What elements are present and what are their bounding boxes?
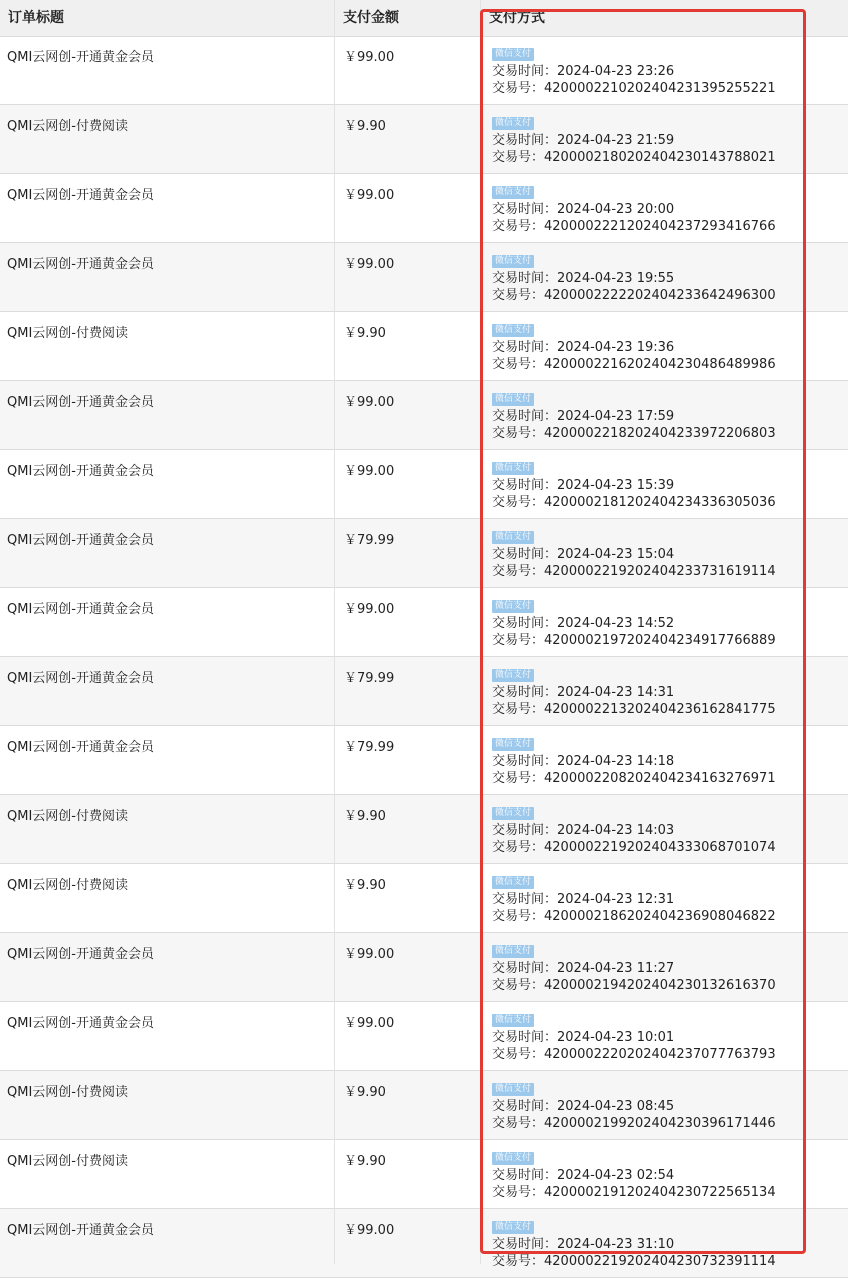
transaction-number-label: 交易号： — [492, 219, 545, 234]
transaction-time — [492, 753, 842, 770]
table-row[interactable] — [0, 1071, 848, 1140]
transaction-number-value: 4200002199202404230396171446 — [544, 1116, 776, 1131]
transaction-time-label: 交易时间： — [492, 1237, 558, 1252]
transaction-number — [492, 1253, 842, 1270]
transaction-time-value: 2024-04-23 14:03 — [557, 823, 675, 838]
transaction-time-value: 2024-04-23 17:59 — [557, 409, 675, 424]
payment-amount: ￥99.00 — [344, 1223, 395, 1238]
transaction-number — [492, 218, 842, 235]
order-title: QMI云网创-开通黄金会员 — [7, 257, 154, 272]
order-title: QMI云网创-开通黄金会员 — [7, 395, 154, 410]
payment-method-cell — [492, 731, 842, 787]
payment-method-cell — [492, 662, 842, 718]
table-row[interactable] — [0, 36, 848, 105]
transaction-number — [492, 632, 842, 649]
transaction-time — [492, 201, 842, 218]
transaction-time-label: 交易时间： — [492, 961, 558, 976]
payment-amount: ￥9.90 — [344, 326, 386, 341]
payment-amount: ￥99.00 — [344, 395, 395, 410]
transaction-number-label: 交易号： — [492, 288, 545, 303]
transaction-number — [492, 425, 842, 442]
transaction-number-value: 4200002191202404230722565134 — [544, 1185, 776, 1200]
transaction-number-label: 交易号： — [492, 81, 545, 96]
transaction-number-label: 交易号： — [492, 150, 545, 165]
table-header — [0, 0, 848, 37]
payment-method-cell — [492, 455, 842, 511]
transaction-time-value: 2024-04-23 23:26 — [557, 64, 675, 79]
transaction-number-label: 交易号： — [492, 564, 545, 579]
wechat-pay-badge: 微信支付 — [492, 1083, 534, 1096]
order-title: QMI云网创-付费阅读 — [7, 1085, 128, 1100]
payment-method-cell — [492, 179, 842, 235]
payment-amount: ￥99.00 — [344, 602, 395, 617]
wechat-pay-badge: 微信支付 — [492, 48, 534, 61]
payment-amount: ￥99.00 — [344, 188, 395, 203]
transaction-time-label: 交易时间： — [492, 271, 558, 286]
payment-amount: ￥79.99 — [344, 671, 395, 686]
transaction-time-value: 2024-04-23 14:52 — [557, 616, 675, 631]
wechat-pay-badge: 微信支付 — [492, 531, 534, 544]
table-row[interactable] — [0, 1209, 848, 1278]
transaction-time-label: 交易时间： — [492, 616, 558, 631]
order-title: QMI云网创-开通黄金会员 — [7, 671, 154, 686]
transaction-time — [492, 1098, 842, 1115]
payment-method-cell — [492, 800, 842, 856]
transaction-number-value: 4200002213202404236162841775 — [544, 702, 776, 717]
order-title: QMI云网创-付费阅读 — [7, 878, 128, 893]
table-row[interactable] — [0, 933, 848, 1002]
payment-method-cell — [492, 593, 842, 649]
transaction-time — [492, 822, 842, 839]
header-payment-amount[interactable]: 支付金额 — [343, 10, 399, 26]
order-title: QMI云网创-开通黄金会员 — [7, 1016, 154, 1031]
transaction-number-label: 交易号： — [492, 978, 545, 993]
transaction-number-label: 交易号： — [492, 1185, 545, 1200]
table-row[interactable] — [0, 1140, 848, 1209]
transaction-time-value: 2024-04-23 10:01 — [557, 1030, 675, 1045]
wechat-pay-badge: 微信支付 — [492, 738, 534, 751]
transaction-time — [492, 684, 842, 701]
transaction-time-value: 2024-04-23 08:45 — [557, 1099, 675, 1114]
transaction-time — [492, 1236, 842, 1253]
wechat-pay-badge: 微信支付 — [492, 393, 534, 406]
wechat-pay-badge: 微信支付 — [492, 945, 534, 958]
transaction-number — [492, 908, 842, 925]
wechat-pay-badge: 微信支付 — [492, 1152, 534, 1165]
order-title: QMI云网创-付费阅读 — [7, 119, 128, 134]
payment-amount: ￥9.90 — [344, 119, 386, 134]
transaction-time-value: 2024-04-23 14:31 — [557, 685, 675, 700]
transaction-time-value: 2024-04-23 11:27 — [557, 961, 675, 976]
table-row[interactable] — [0, 105, 848, 174]
transaction-number-label: 交易号： — [492, 840, 545, 855]
wechat-pay-badge: 微信支付 — [492, 876, 534, 889]
header-payment-method[interactable]: 支付方式 — [489, 10, 545, 26]
transaction-number — [492, 770, 842, 787]
transaction-number-value: 4200002197202404234917766889 — [544, 633, 776, 648]
table-row[interactable] — [0, 657, 848, 726]
transaction-number — [492, 149, 842, 166]
transaction-time-value: 2024-04-23 15:04 — [557, 547, 675, 562]
transaction-number-label: 交易号： — [492, 1254, 545, 1269]
transaction-time-label: 交易时间： — [492, 1030, 558, 1045]
transaction-number — [492, 701, 842, 718]
payment-amount: ￥9.90 — [344, 878, 386, 893]
payment-amount: ￥99.00 — [344, 464, 395, 479]
transaction-time-label: 交易时间： — [492, 1168, 558, 1183]
table-row[interactable] — [0, 243, 848, 312]
transaction-number — [492, 1046, 842, 1063]
transaction-number-value: 4200002216202404230486489986 — [544, 357, 776, 372]
transaction-time-value: 2024-04-23 12:31 — [557, 892, 675, 907]
table-row[interactable] — [0, 588, 848, 657]
transaction-number — [492, 356, 842, 373]
transaction-time — [492, 339, 842, 356]
payment-amount: ￥9.90 — [344, 1085, 386, 1100]
payment-method-cell — [492, 110, 842, 166]
table-row[interactable] — [0, 864, 848, 933]
transaction-time — [492, 891, 842, 908]
transaction-number — [492, 977, 842, 994]
wechat-pay-badge: 微信支付 — [492, 186, 534, 199]
order-title: QMI云网创-开通黄金会员 — [7, 740, 154, 755]
transaction-number-label: 交易号： — [492, 357, 545, 372]
order-title: QMI云网创-付费阅读 — [7, 1154, 128, 1169]
order-title: QMI云网创-开通黄金会员 — [7, 533, 154, 548]
payment-method-cell — [492, 869, 842, 925]
payment-amount: ￥99.00 — [344, 1016, 395, 1031]
payment-amount: ￥9.90 — [344, 809, 386, 824]
table-row[interactable] — [0, 450, 848, 519]
wechat-pay-badge: 微信支付 — [492, 1014, 534, 1027]
transaction-number-value: 4200002218202404233972206803 — [544, 426, 776, 441]
wechat-pay-badge: 微信支付 — [492, 324, 534, 337]
transaction-time-label: 交易时间： — [492, 409, 558, 424]
transaction-time-label: 交易时间： — [492, 892, 558, 907]
order-title: QMI云网创-开通黄金会员 — [7, 50, 154, 65]
transaction-time — [492, 408, 842, 425]
transaction-time-value: 2024-04-23 02:54 — [557, 1168, 675, 1183]
payment-method-cell — [492, 1145, 842, 1201]
transaction-number-value: 4200002180202404230143788021 — [544, 150, 776, 165]
transaction-time — [492, 270, 842, 287]
transaction-number-label: 交易号： — [492, 1047, 545, 1062]
payment-method-cell — [492, 1214, 842, 1270]
transaction-time — [492, 63, 842, 80]
table-row[interactable] — [0, 1002, 848, 1071]
transaction-time-label: 交易时间： — [492, 202, 558, 217]
transaction-number-value: 4200002222202404233642496300 — [544, 288, 776, 303]
payment-method-cell — [492, 41, 842, 97]
transaction-number-value: 4200002221202404237293416766 — [544, 219, 776, 234]
wechat-pay-badge: 微信支付 — [492, 117, 534, 130]
table-row[interactable] — [0, 381, 848, 450]
order-title: QMI云网创-付费阅读 — [7, 326, 128, 341]
transaction-number-value: 4200002219202404230732391114 — [544, 1254, 776, 1269]
payment-amount: ￥99.00 — [344, 257, 395, 272]
transaction-number-value: 4200002181202404234336305036 — [544, 495, 776, 510]
transaction-number-label: 交易号： — [492, 633, 545, 648]
transaction-number-label: 交易号： — [492, 909, 545, 924]
transaction-time-value: 2024-04-23 20:00 — [557, 202, 675, 217]
transaction-number — [492, 494, 842, 511]
transaction-time-value: 2024-04-23 19:55 — [557, 271, 675, 286]
payment-method-cell — [492, 386, 842, 442]
wechat-pay-badge: 微信支付 — [492, 462, 534, 475]
transaction-number-label: 交易号： — [492, 495, 545, 510]
wechat-pay-badge: 微信支付 — [492, 1221, 534, 1234]
payment-amount: ￥99.00 — [344, 947, 395, 962]
table-row[interactable] — [0, 519, 848, 588]
payment-method-cell — [492, 317, 842, 373]
transaction-time — [492, 546, 842, 563]
transaction-time-label: 交易时间： — [492, 1099, 558, 1114]
transaction-number-label: 交易号： — [492, 426, 545, 441]
payment-amount: ￥79.99 — [344, 533, 395, 548]
payment-method-cell — [492, 1076, 842, 1132]
transaction-time-label: 交易时间： — [492, 754, 558, 769]
order-title: QMI云网创-付费阅读 — [7, 809, 128, 824]
transaction-time — [492, 477, 842, 494]
transaction-time-value: 2024-04-23 19:36 — [557, 340, 675, 355]
transaction-number — [492, 1184, 842, 1201]
payment-method-cell — [492, 248, 842, 304]
payment-method-cell — [492, 1007, 842, 1063]
transaction-number-label: 交易号： — [492, 1116, 545, 1131]
transaction-time-label: 交易时间： — [492, 133, 558, 148]
transaction-number — [492, 80, 842, 97]
transaction-number-value: 4200002219202404233731619114 — [544, 564, 776, 579]
order-title: QMI云网创-开通黄金会员 — [7, 188, 154, 203]
transaction-time-label: 交易时间： — [492, 547, 558, 562]
transaction-number — [492, 839, 842, 856]
transaction-time — [492, 1167, 842, 1184]
order-title: QMI云网创-开通黄金会员 — [7, 1223, 154, 1238]
transaction-time-value: 2024-04-23 21:59 — [557, 133, 675, 148]
order-title: QMI云网创-开通黄金会员 — [7, 602, 154, 617]
transaction-time — [492, 960, 842, 977]
wechat-pay-badge: 微信支付 — [492, 600, 534, 613]
transaction-time-label: 交易时间： — [492, 823, 558, 838]
transaction-time-value: 2024-04-23 15:39 — [557, 478, 675, 493]
transaction-time — [492, 615, 842, 632]
transaction-number-value: 4200002208202404234163276971 — [544, 771, 776, 786]
transaction-time-label: 交易时间： — [492, 685, 558, 700]
transaction-time-label: 交易时间： — [492, 340, 558, 355]
table-row[interactable] — [0, 312, 848, 381]
transaction-time-label: 交易时间： — [492, 64, 558, 79]
payment-method-cell — [492, 524, 842, 580]
transaction-number-label: 交易号： — [492, 771, 545, 786]
transaction-number — [492, 563, 842, 580]
header-order-title[interactable]: 订单标题 — [8, 10, 64, 26]
payment-method-cell — [492, 938, 842, 994]
table-row[interactable] — [0, 726, 848, 795]
wechat-pay-badge: 微信支付 — [492, 669, 534, 682]
wechat-pay-badge: 微信支付 — [492, 807, 534, 820]
transaction-number-label: 交易号： — [492, 702, 545, 717]
column-divider — [334, 0, 335, 1264]
transaction-number-value: 4200002210202404231395255221 — [544, 81, 776, 96]
order-title: QMI云网创-开通黄金会员 — [7, 947, 154, 962]
payment-amount: ￥99.00 — [344, 50, 395, 65]
transaction-number-value: 4200002219202404333068701074 — [544, 840, 776, 855]
transaction-number-value: 4200002194202404230132616370 — [544, 978, 776, 993]
payment-amount: ￥9.90 — [344, 1154, 386, 1169]
payment-amount: ￥79.99 — [344, 740, 395, 755]
transaction-time — [492, 1029, 842, 1046]
column-divider — [480, 0, 481, 1264]
transaction-time-label: 交易时间： — [492, 478, 558, 493]
transaction-time-value: 2024-04-23 31:10 — [557, 1237, 675, 1252]
transaction-time — [492, 132, 842, 149]
order-title: QMI云网创-开通黄金会员 — [7, 464, 154, 479]
transaction-number — [492, 287, 842, 304]
transaction-number-value: 4200002186202404236908046822 — [544, 909, 776, 924]
table-row[interactable] — [0, 795, 848, 864]
transaction-number — [492, 1115, 842, 1132]
wechat-pay-badge: 微信支付 — [492, 255, 534, 268]
table-row[interactable] — [0, 174, 848, 243]
transaction-number-value: 4200002220202404237077763793 — [544, 1047, 776, 1062]
transaction-time-value: 2024-04-23 14:18 — [557, 754, 675, 769]
